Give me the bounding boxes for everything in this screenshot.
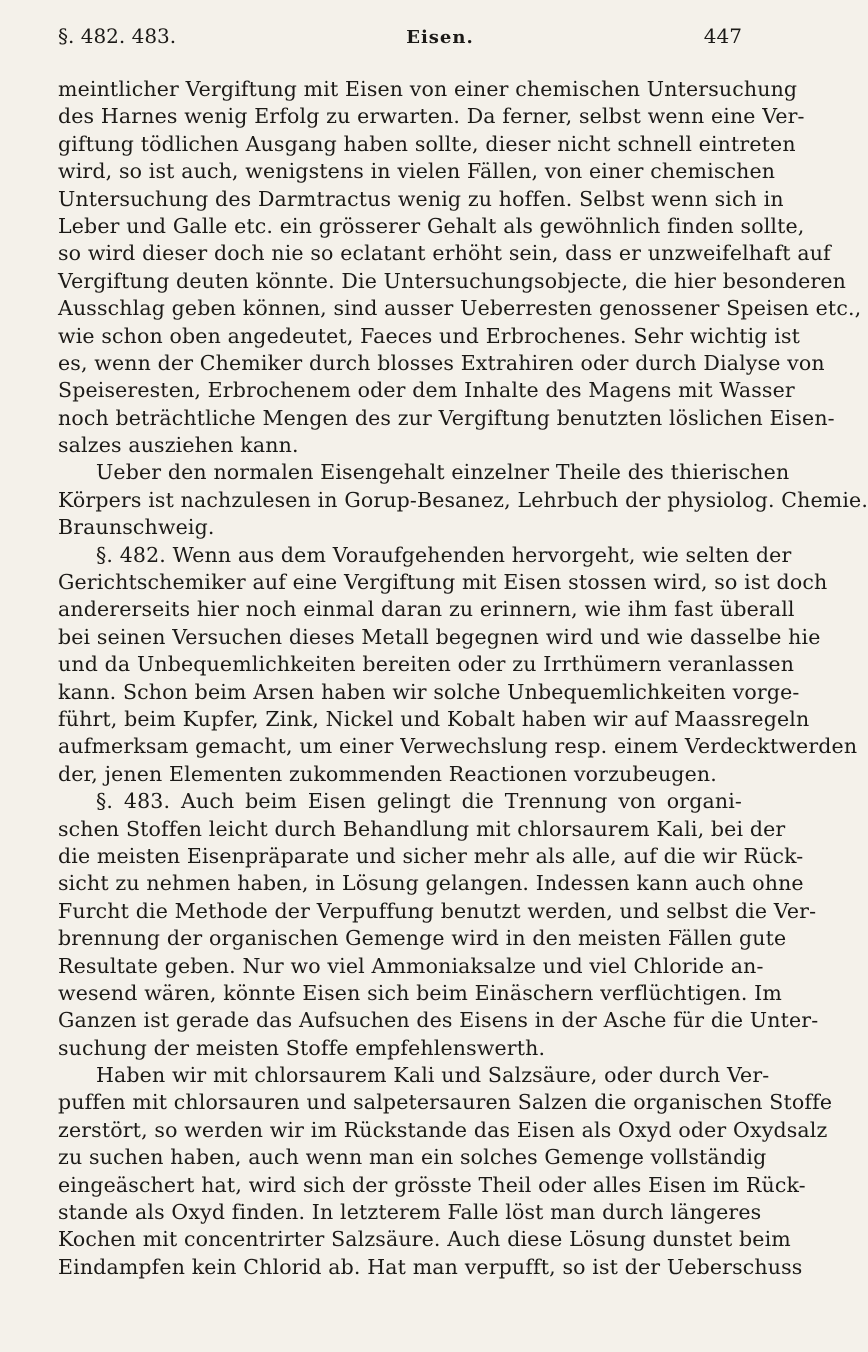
text-line: Untersuchung des Darmtractus wenig zu hoffen. Selbst wenn sich in: [58, 186, 784, 211]
text-line: Resultate geben. Nur wo viel Ammoniaksalze und viel Chloride an-: [58, 953, 764, 978]
text-line: der, jenen Elementen zukommenden Reactionen vorzubeugen.: [58, 761, 717, 786]
text-line: sicht zu nehmen haben, in Lösung gelangen. Indessen kann auch ohne: [58, 871, 804, 896]
text-line: aufmerksam gemacht, um einer Verwechslung resp. einem Verdecktwerden: [58, 734, 858, 759]
text-line: des Harnes wenig Erfolg zu erwarten. Da ferner, selbst wenn eine Ver-: [58, 104, 805, 129]
text-line: es, wenn der Chemiker durch blosses Extrahiren oder durch Dialyse von: [58, 350, 825, 375]
text-line: und da Unbequemlichkeiten bereiten oder zu Irrthümern veranlassen: [58, 652, 795, 677]
text-line: Ausschlag geben können, sind ausser Ueberresten genossener Speisen etc.,: [58, 296, 862, 321]
text-line: Furcht die Methode der Verpuffung benutzt werden, und selbst die Ver-: [58, 898, 817, 923]
text-line: wie schon oben angedeutet, Faeces und Erbrochenes. Sehr wichtig ist: [58, 323, 801, 348]
text-line: suchung der meisten Stoffe empfehlenswerth.: [58, 1035, 546, 1060]
text-line: Ganzen ist gerade das Aufsuchen des Eisens in der Asche für die Unter-: [58, 1008, 819, 1033]
running-head: [58, 16, 742, 76]
text-line: Haben wir mit chlorsaurem Kali und Salzsäure, oder durch Ver-: [96, 1063, 770, 1088]
text-line: wesend wären, könnte Eisen sich beim Einäschern verflüchtigen. Im: [58, 980, 783, 1005]
text-line: wird, so ist auch, wenigstens in vielen Fällen, von einer chemischen: [58, 159, 776, 184]
text-line: §. 483. Auch beim Eisen gelingt die Trennung von organi-: [96, 789, 742, 814]
text-line: zu suchen haben, auch wenn man ein solches Gemenge vollständig: [58, 1145, 767, 1170]
text-line: Vergiftung deuten könnte. Die Untersuchungsobjecte, die hier besonderen: [58, 268, 846, 293]
body-text: [58, 76, 868, 1281]
text-line: stande als Oxyd finden. In letzterem Falle löst man durch längeres: [58, 1200, 762, 1225]
text-line: Eindampfen kein Chlorid ab. Hat man verpufft, so ist der Ueberschuss: [58, 1254, 803, 1279]
text-line: brennung der organischen Gemenge wird in den meisten Fällen gute: [58, 926, 787, 951]
text-line: noch beträchtliche Mengen des zur Vergiftung benutzten löslichen Eisen-: [58, 405, 835, 430]
page-number: 447: [703, 24, 742, 48]
text-line: giftung tödlichen Ausgang haben sollte, dieser nicht schnell eintreten: [58, 131, 796, 156]
text-line: bei seinen Versuchen dieses Metall begegnen wird und wie dasselbe hie: [58, 624, 821, 649]
section-range: §. 482. 483.: [58, 24, 177, 48]
text-line: Kochen mit concentrirter Salzsäure. Auch diese Lösung dunstet beim: [58, 1227, 791, 1252]
text-line: meintlicher Vergiftung mit Eisen von einer chemischen Untersuchung: [58, 77, 798, 101]
text-line: die meisten Eisenpräparate und sicher mehr als alle, auf die wir Rück-: [58, 843, 804, 868]
text-line: zerstört, so werden wir im Rückstande das Eisen als Oxyd oder Oxydsalz: [58, 1117, 828, 1142]
text-line: führt, beim Kupfer, Zink, Nickel und Kobalt haben wir auf Maassregeln: [58, 706, 810, 731]
text-line: Speiseresten, Erbrochenem oder dem Inhalte des Magens mit Wasser: [58, 378, 795, 403]
text-line: salzes ausziehen kann.: [58, 433, 299, 458]
text-line: Körpers ist nachzulesen in Gorup-Besanez, Lehrbuch der physiolog. Chemie.: [58, 487, 868, 512]
text-line: eingeäschert hat, wird sich der grösste Theil oder alles Eisen im Rück-: [58, 1172, 806, 1197]
text-line: so wird dieser doch nie so eclatant erhöht sein, dass er unzweifelhaft auf: [58, 241, 831, 266]
text-line: puffen mit chlorsauren und salpetersauren Salzen die organischen Stoffe: [58, 1090, 833, 1115]
chapter-title: Eisen.: [406, 27, 474, 48]
text-line: schen Stoffen leicht durch Behandlung mit chlorsaurem Kali, bei der: [58, 816, 786, 841]
text-line: §. 482. Wenn aus dem Voraufgehenden hervorgeht, wie selten der: [96, 542, 792, 567]
text-line: kann. Schon beim Arsen haben wir solche Unbequemlichkeiten vorge-: [58, 679, 800, 704]
text-line: andererseits hier noch einmal daran zu erinnern, wie ihm fast überall: [58, 597, 795, 622]
text-line: Gerichtschemiker auf eine Vergiftung mit Eisen stossen wird, so ist doch: [58, 570, 828, 595]
text-line: Braunschweig.: [58, 515, 215, 540]
text-line: Leber und Galle etc. ein grösserer Gehalt als gewöhnlich finden sollte,: [58, 213, 805, 238]
text-line: Ueber den normalen Eisengehalt einzelner Theile des thierischen: [96, 460, 790, 485]
